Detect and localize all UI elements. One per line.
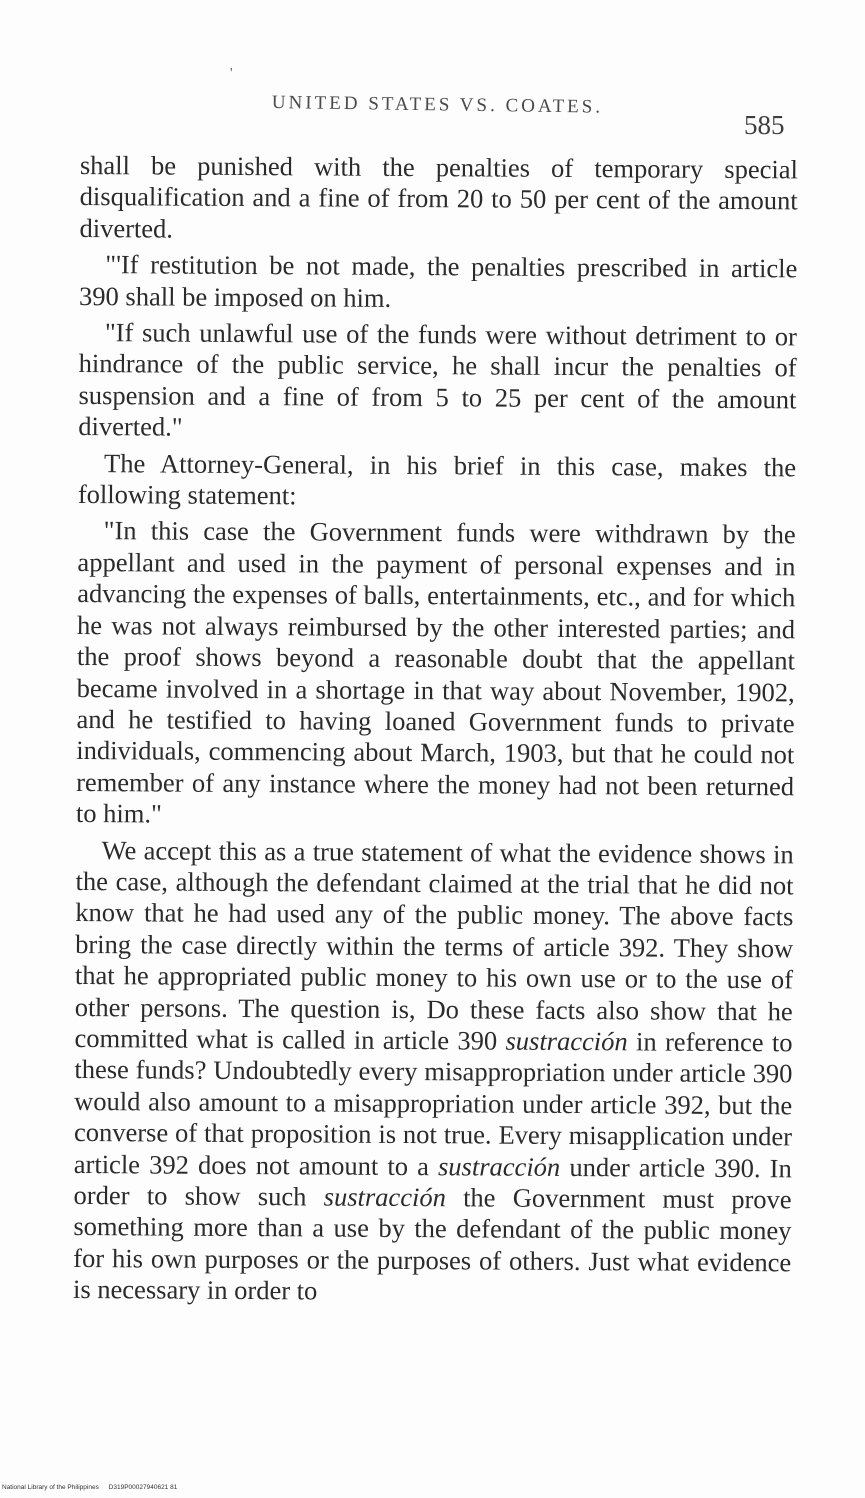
- paragraph-text: "'If restitution be not made, the penalties prescribed in article 390 shall be imposed on him.: [79, 249, 798, 313]
- italic-term: sustracción: [505, 1025, 628, 1057]
- paragraph-text: "In this case the Government funds were withdrawn by the appellant and used in the payment of personal expenses and in advancing the expenses of balls, entertainments, etc., and for which he was not always reimbursed by the other interested parties; and the proof shows beyond a reasonable doubt that the appellant became involved in a shortage in that way about November, 1902, and he testified to having loaned Government funds to private individuals, commencing about March, 1903, but that he could not remember of any instance where the money had not been returned to him.": [75, 515, 796, 829]
- paragraph-5: [76, 515, 796, 833]
- paragraph-text: "If such unlawful use of the funds were without detriment to or hindrance of the public service, he shall incur the penalties of suspension and a fine of from 5 to 25 per cent of the amount diverted.": [78, 317, 797, 442]
- paragraph-3: [78, 317, 797, 447]
- italic-term: sustracción: [323, 1181, 446, 1213]
- paragraph-2: [79, 249, 797, 316]
- scan-footer: [2, 1484, 177, 1491]
- footer-library: National Library of the Philippines: [2, 1484, 99, 1491]
- paragraph-1: [79, 150, 798, 249]
- page-number: 585: [744, 110, 785, 140]
- paragraph-text: in reference to these funds? Undoubtedly every misappropriation under article 390 would also amount to a misappropriation under article 392, but the converse of that proposition is not true. Every misapplication under article 392 does not amount to a: [73, 1026, 793, 1181]
- running-head: UNITED STATES VS. COATES.: [271, 92, 604, 118]
- paragraph-text: shall be punished with the penalties of temporary special disqualification and a fine of from 20 to 50 per cent of the amount diverted.: [79, 150, 798, 244]
- paragraph-text: under article 390. In order to show such: [73, 1151, 792, 1212]
- paragraph-text: We accept this as a true statement of what the evidence shows in the case, although the defendant claimed at the trial that he did not know that he had used any of the public money. The above facts bring the case directly within the terms of article 392. They show that he appropriated public money to his own use or to the use of other persons. The question is, Do these facts also show that he committed what is called in article 390: [74, 834, 794, 1056]
- paragraph-text: the Government must prove something more than a use by the defendant of the public money for his own purposes or the purposes of others. Just what evidence is necessary in order to: [72, 1182, 792, 1306]
- paragraph-4: [78, 448, 796, 515]
- stray-mark: ': [230, 66, 233, 81]
- body-text: [73, 150, 798, 1310]
- footer-document-id: D319P00027940621 81: [108, 1484, 178, 1491]
- italic-term: sustracción: [437, 1150, 561, 1182]
- paragraph-6: [73, 835, 794, 1310]
- paragraph-text: The Attorney-General, in his brief in this case, makes the following statement:: [77, 447, 797, 511]
